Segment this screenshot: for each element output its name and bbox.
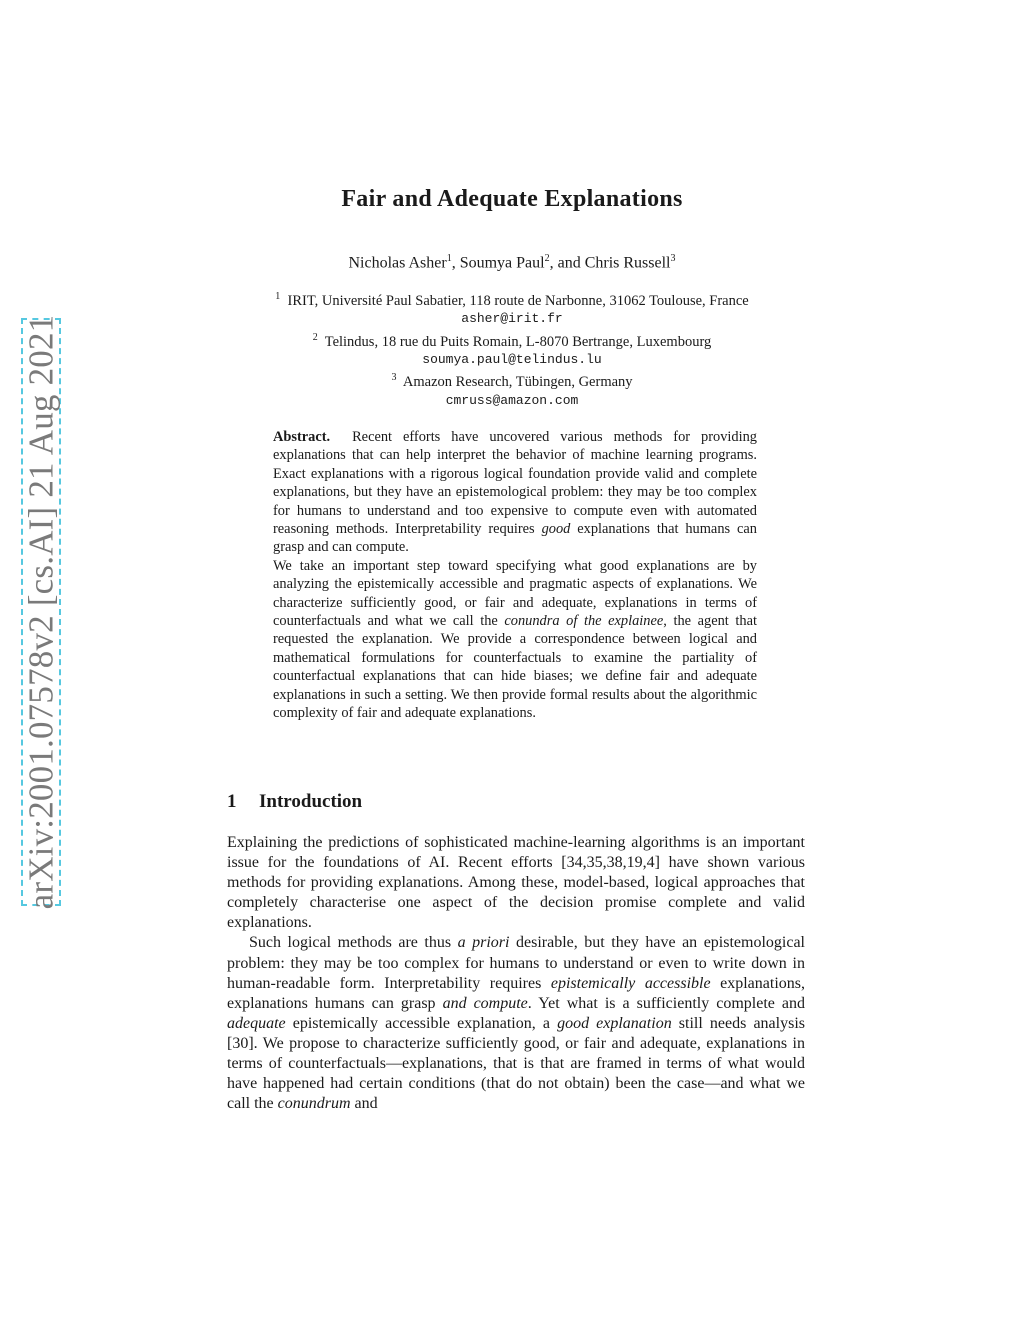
- introduction-body: [227, 833, 805, 1114]
- author-name: Nicholas Asher: [348, 254, 447, 272]
- abstract-label: Abstract.: [273, 429, 331, 445]
- body-text: still needs analysis [30]. We propose to characterize sufficiently good, or fair and adequate, explanations in terms of counterfactuals—explanations, that is that are framed in terms of what would have happened had certain conditions (that do not obtain) been the case—and what we call the: [227, 1014, 805, 1113]
- affiliation-text: Amazon Research, Tübingen, Germany: [402, 374, 633, 391]
- affiliation-text: IRIT, Université Paul Sabatier, 118 route de Narbonne, 31062 Toulouse, France: [287, 292, 749, 309]
- affiliation: [0, 288, 1024, 310]
- affiliation-mark: 2: [312, 331, 318, 343]
- abstract-paragraph: [273, 428, 757, 557]
- body-emphasis: adequate: [227, 1014, 286, 1032]
- author-email[interactable]: asher@irit.fr: [461, 311, 563, 327]
- author-email[interactable]: cmruss@amazon.com: [445, 392, 579, 408]
- affiliation-list: [0, 288, 1024, 410]
- author-name: Chris Russell: [584, 254, 671, 272]
- affiliation-text: Telindus, 18 rue du Puits Romain, L-8070 Bertrange, Luxembourg: [324, 333, 712, 350]
- affiliation: [0, 329, 1024, 351]
- abstract-text: , the agent that requested the explanation. We provide a correspondence between logical and mathematical formulations for counterfactuals to examine the partiality of counterfactual explanations that can hide biases; we define fair and adequate explanations in such a setting. We then provide formal results about the algorithmic complexity of fair and adequate explanations.: [273, 613, 757, 722]
- author-name: Soumya Paul: [459, 254, 545, 272]
- body-emphasis: and compute: [442, 994, 528, 1012]
- author-list: [0, 253, 1024, 272]
- section-number: 1: [227, 791, 237, 812]
- abstract-text: We take an important step toward specifying what good explanations are by analyzing the epistemically accessible and pragmatic aspects of explanations. We characterize sufficiently good, or fair and adequate, explanations in terms of counterfactuals and what we call the: [273, 557, 757, 630]
- author-email[interactable]: soumya.paul@telindus.lu: [422, 351, 602, 367]
- body-text: . Yet what is a sufficiently complete and: [527, 994, 805, 1012]
- abstract-text: Recent efforts have uncovered various methods for providing explanations that can help interpret the behavior of machine learning programs. Exact explanations with a rigorous logical foundation provide valid and complete explanations, but they have an epistemological problem: they may be too complex for humans to understand and too expensive to compute even with automated reasoning methods. Interpretability requires: [273, 429, 757, 538]
- author-separator: ,: [451, 254, 460, 272]
- arxiv-identifier: arXiv:2001.07578v2 [cs.AI] 21 Aug 2021: [21, 314, 61, 910]
- body-emphasis: epistemically accessible: [550, 974, 711, 992]
- body-emphasis: a priori: [457, 934, 510, 952]
- author-affil-mark: 2: [544, 253, 550, 264]
- body-emphasis: conundrum: [277, 1095, 351, 1113]
- abstract-paragraph: [273, 557, 757, 723]
- affiliation: [0, 369, 1024, 391]
- abstract-text: explanations that humans can grasp and can compute.: [273, 521, 757, 556]
- body-emphasis: good explanation: [557, 1014, 672, 1032]
- body-text: epistemically accessible explanation, a: [285, 1014, 558, 1032]
- body-text: desirable, but they have an epistemological problem: they may be too complex for humans to understand or even to write down in human-readable form. Interpretability requires: [227, 934, 805, 992]
- section-title: Introduction: [259, 791, 363, 812]
- body-paragraph: Explaining the predictions of sophisticated machine-learning algorithms is an important issue for the foundations of AI. Recent efforts [34,35,38,19,4] have shown various methods for providing explanations. Among these, model-based, logical approaches that completely characterise one aspect of the decision promise complete and valid explanations.: [227, 834, 805, 932]
- affiliation-mark: 1: [275, 291, 281, 302]
- author-affil-mark: 1: [446, 253, 452, 264]
- body-paragraph: [227, 933, 805, 1114]
- author-affil-mark: 3: [670, 253, 676, 264]
- body-text: explanations, explanations humans can grasp: [227, 974, 805, 1012]
- body-text: Such logical methods are thus: [249, 934, 458, 952]
- abstract: [273, 428, 757, 723]
- affiliation-mark: 3: [391, 372, 397, 384]
- abstract-emphasis: conundra of the explainee: [504, 613, 664, 630]
- abstract-emphasis: good: [541, 521, 571, 538]
- paper-title: Fair and Adequate Explanations: [341, 186, 683, 212]
- author-separator: , and: [549, 254, 585, 272]
- section-heading: [227, 791, 362, 813]
- body-text: and: [350, 1095, 378, 1113]
